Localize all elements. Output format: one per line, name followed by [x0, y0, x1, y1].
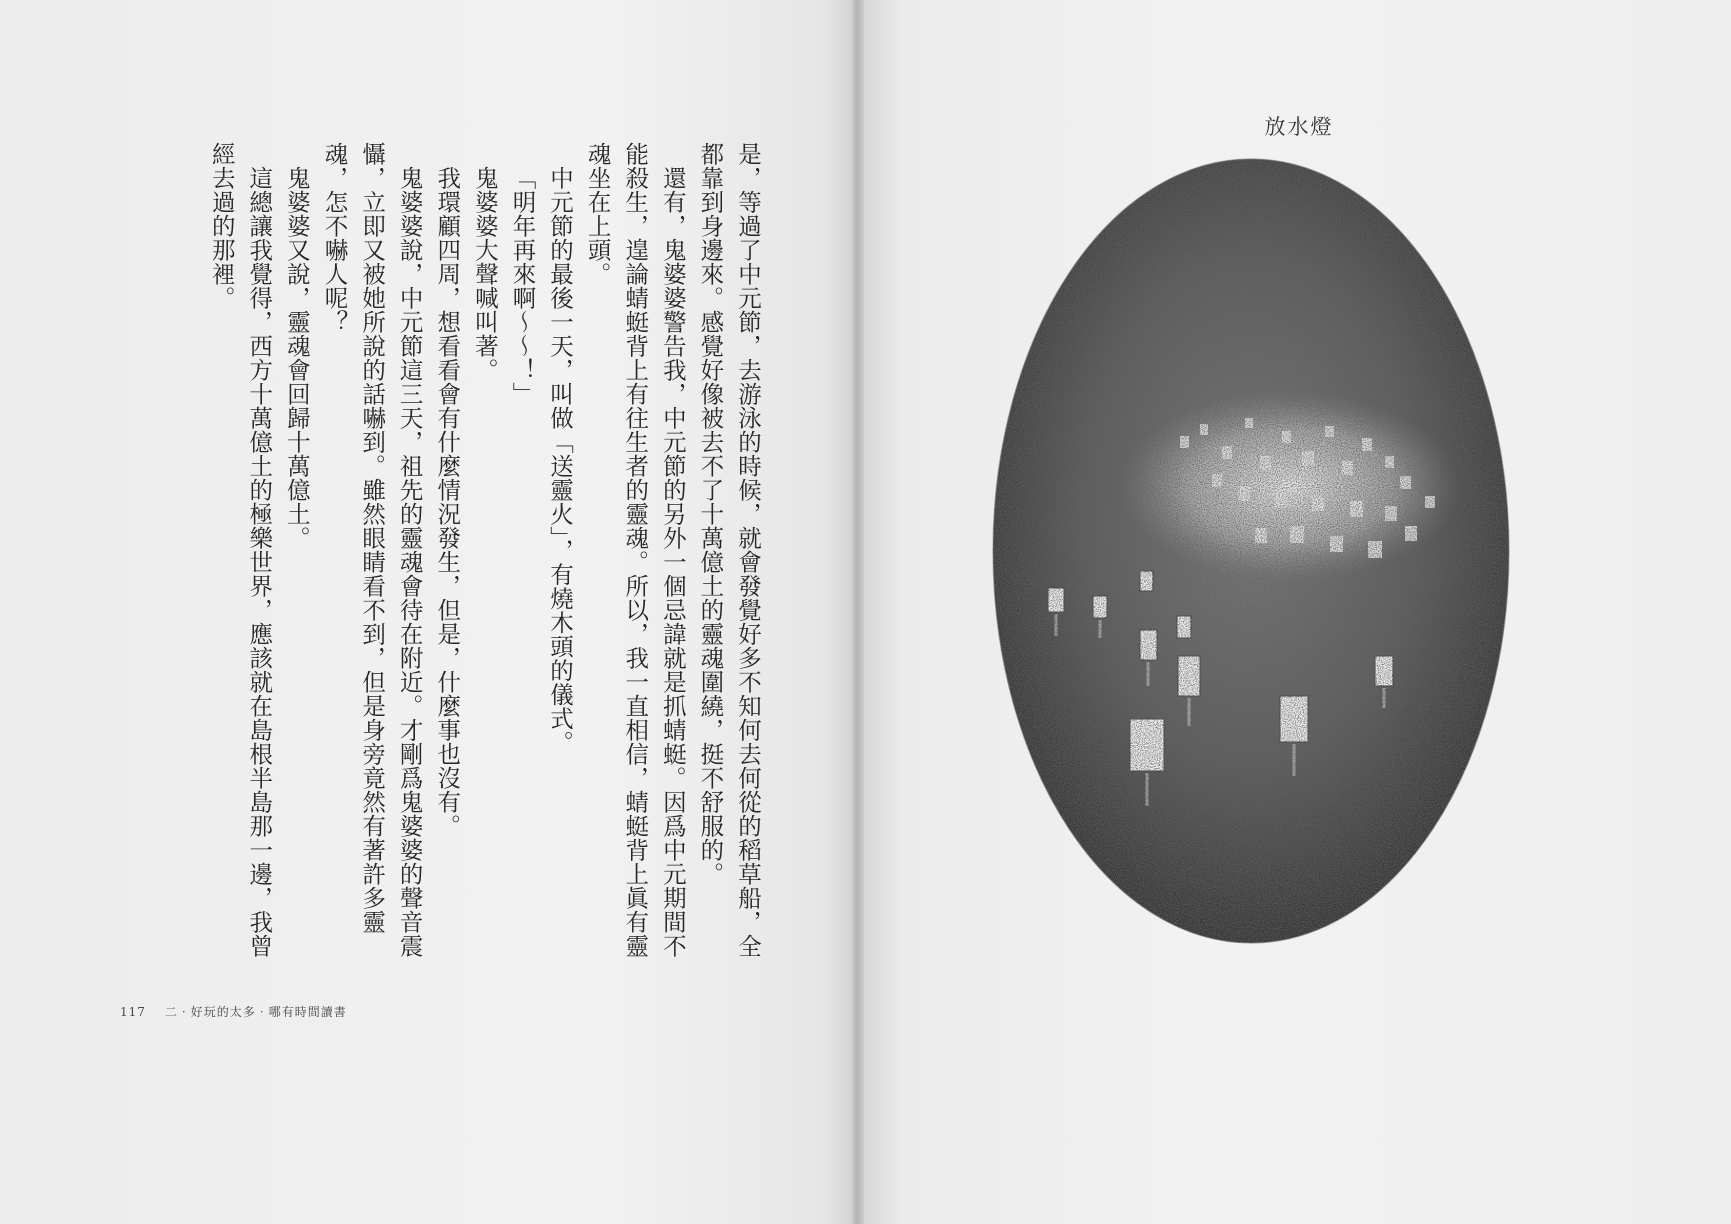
- body-paragraph: 鬼婆婆又說，靈魂會回歸十萬億土。: [282, 165, 311, 550]
- body-paragraph: 鬼婆婆說，中元節這三天，祖先的靈魂會待在附近。才剛爲鬼婆婆的聲音震懾，立即又被她所說的話嚇到。雖然眼睛看不到，但是身旁竟然有著許多靈魂，怎不嚇人呢？: [320, 142, 424, 958]
- folio: [120, 1003, 347, 1020]
- left-page: [0, 0, 858, 1224]
- vertical-body-text: [202, 142, 766, 972]
- running-head: 二‧好玩的太多‧哪有時間讀書: [164, 1005, 347, 1019]
- body-paragraph: 是，等過了中元節，去游泳的時候，就會發覺好多不知何去何從的稻草船，全都靠到身邊來。感覺好像被去不了十萬億土的靈魂圍繞，挺不舒服的。: [696, 142, 762, 958]
- book-gutter: [852, 0, 864, 1224]
- body-paragraph: 這總讓我覺得，西方十萬億土的極樂世界，應該就在島根半島那一邊，我曾經去過的那裡。: [207, 142, 274, 958]
- illustration-caption: 放水燈: [1264, 115, 1334, 139]
- body-paragraph: 我環顧四周，想看看會有什麼情況發生，但是，什麼事也沒有。: [433, 165, 462, 838]
- body-paragraph: 還有，鬼婆婆警告我，中元節的另外一個忌諱就是抓蜻蜓。因爲中元期間不能殺生，遑論蜻蜓背上有往生者的靈魂。所以，我一直相信，蜻蜓背上眞有靈魂坐在上頭。: [583, 142, 687, 958]
- floating-lanterns-oval-illustration: [990, 156, 1512, 946]
- page-number: 117: [120, 1005, 146, 1019]
- body-paragraph: 「明年再來啊～～！」: [508, 165, 537, 406]
- body-paragraph: 中元節的最後一天，叫做「送靈火」，有燒木頭的儀式。: [546, 165, 575, 754]
- body-paragraph: 鬼婆婆大聲喊叫著。: [470, 165, 499, 382]
- lantern-illustration-svg: [990, 156, 1512, 946]
